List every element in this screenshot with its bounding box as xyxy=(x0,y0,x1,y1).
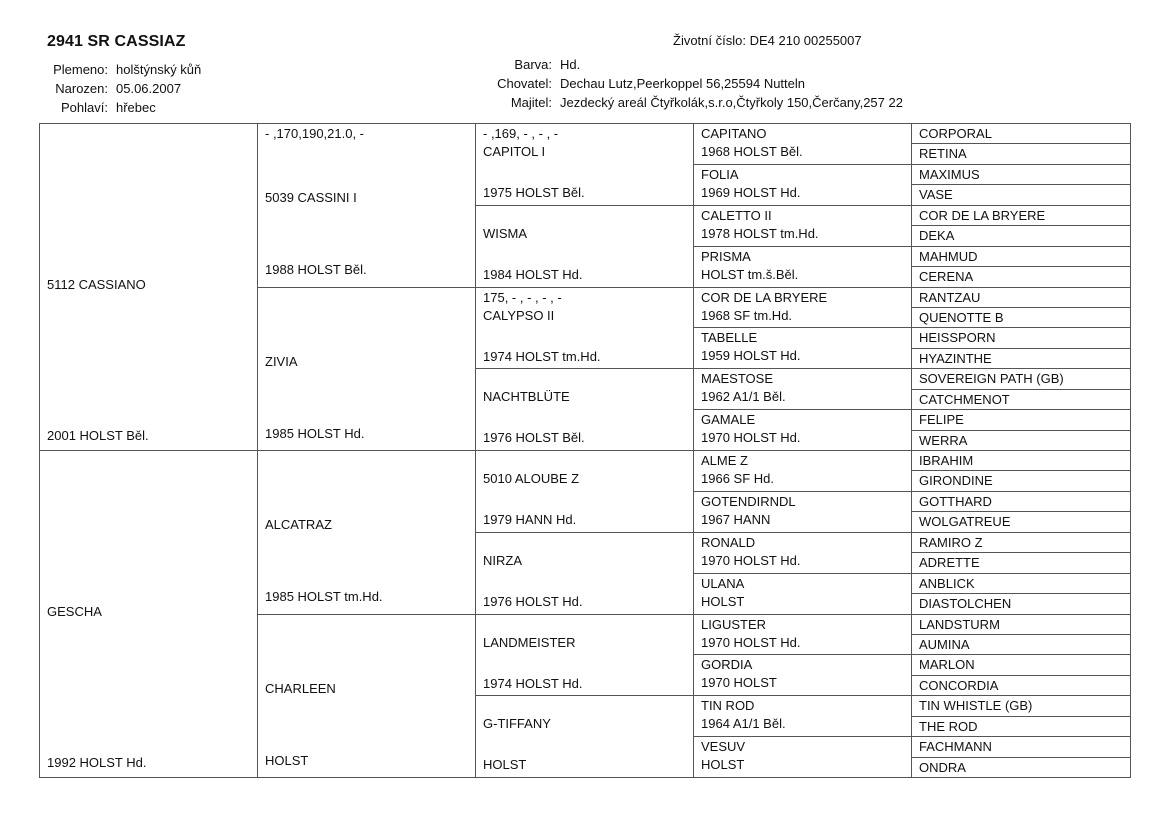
info-row-sex xyxy=(40,98,201,117)
ancestor-info: 1968 SF tm.Hd. xyxy=(701,308,793,323)
ancestor-name: ONDRA xyxy=(919,760,966,775)
ancestor-name: DEKA xyxy=(919,228,955,243)
ancestor-name: CORPORAL xyxy=(919,126,992,141)
ancestor-name: MAESTOSE xyxy=(701,371,774,386)
ancestor-name: QUENOTTE B xyxy=(919,310,1004,325)
pedigree-cell-gen3 xyxy=(475,614,694,696)
ancestor-name: CALETTO II xyxy=(701,208,772,223)
ancestor-name: MAHMUD xyxy=(919,249,978,264)
ancestor-info: 1978 HOLST tm.Hd. xyxy=(701,226,819,241)
info-label: Pohlaví: xyxy=(61,100,108,115)
ancestor-name: ALCATRAZ xyxy=(265,516,332,532)
pedigree-cell-gen5 xyxy=(911,266,1131,288)
info-row-color xyxy=(484,55,903,74)
pedigree-cell-gen5 xyxy=(911,368,1131,390)
pedigree-cell-gen5 xyxy=(911,491,1131,512)
pedigree-cell-gen4 xyxy=(693,573,912,615)
pedigree-cell-gen5 xyxy=(911,123,1131,144)
info-row-owner xyxy=(484,93,903,112)
pedigree-cell-gen4 xyxy=(693,123,912,165)
ancestor-name: RANTZAU xyxy=(919,290,981,305)
pedigree-cell-gen2 xyxy=(257,287,476,451)
ancestor-info: 1962 A1/1 Běl. xyxy=(701,389,786,404)
pedigree-cell-gen5 xyxy=(911,614,1131,635)
ancestor-name: CAPITANO xyxy=(701,126,767,141)
pedigree-cell-gen4 xyxy=(693,532,912,574)
ancestor-name: FELIPE xyxy=(919,412,964,427)
ancestor-info: 1970 HOLST Hd. xyxy=(701,430,801,445)
ancestor-name: CERENA xyxy=(919,269,974,284)
pedigree-cell-gen5 xyxy=(911,143,1131,165)
ancestor-info: 1975 HOLST Běl. xyxy=(483,184,585,200)
ancestor-name: ALME Z xyxy=(701,453,748,468)
pedigree-cell-gen4 xyxy=(693,409,912,451)
ancestor-name: GORDIA xyxy=(701,657,753,672)
pedigree-cell-gen2 xyxy=(257,450,476,615)
pedigree-cell-gen3 xyxy=(475,532,694,615)
pedigree-cell-gen5 xyxy=(911,593,1131,615)
pedigree-cell-gen4 xyxy=(693,614,912,655)
pedigree-cell-gen4 xyxy=(693,205,912,247)
ancestor-info: 1964 A1/1 Běl. xyxy=(701,716,786,731)
pedigree-cell-gen5 xyxy=(911,246,1131,267)
ancestor-info: HOLST xyxy=(701,757,745,772)
ancestor-name: 5010 ALOUBE Z xyxy=(483,471,580,486)
info-value: hřebec xyxy=(116,100,156,115)
ancestor-measurements: - ,170,190,21.0, - xyxy=(265,126,365,141)
info-label: Narozen: xyxy=(55,81,108,96)
pedigree-cell-gen5 xyxy=(911,164,1131,185)
pedigree-cell-gen5 xyxy=(911,205,1131,226)
ancestor-name: ANBLICK xyxy=(919,576,975,591)
info-row-breed xyxy=(40,60,201,79)
ancestor-name: MAXIMUS xyxy=(919,167,980,182)
pedigree-cell-gen1 xyxy=(39,450,258,778)
ancestor-info: HOLST xyxy=(701,594,745,609)
pedigree-cell-gen4 xyxy=(693,695,912,737)
ancestor-name: COR DE LA BRYERE xyxy=(701,290,828,305)
ancestor-name: G-TIFFANY xyxy=(483,716,551,731)
ancestor-name: VESUV xyxy=(701,739,746,754)
ancestor-name: HEISSPORN xyxy=(919,330,996,345)
pedigree-cell-gen4 xyxy=(693,654,912,696)
pedigree-cell-gen3 xyxy=(475,205,694,288)
pedigree-cell-gen5 xyxy=(911,716,1131,737)
ancestor-info: 1979 HANN Hd. xyxy=(483,511,577,527)
ancestor-info: HOLST xyxy=(265,752,309,768)
ancestor-info: 1974 HOLST tm.Hd. xyxy=(483,348,601,364)
pedigree-cell-gen5 xyxy=(911,532,1131,553)
ancestor-name: ULANA xyxy=(701,576,745,591)
ancestor-info: HOLST xyxy=(483,756,527,772)
pedigree-cell-gen5 xyxy=(911,695,1131,717)
pedigree-cell-gen5 xyxy=(911,409,1131,431)
pedigree-cell-gen2 xyxy=(257,123,476,288)
ancestor-name: GIRONDINE xyxy=(919,473,993,488)
pedigree-cell-gen5 xyxy=(911,430,1131,451)
ancestor-info: 1969 HOLST Hd. xyxy=(701,185,801,200)
ancestor-info: 1959 HOLST Hd. xyxy=(701,348,801,363)
pedigree-cell-gen5 xyxy=(911,287,1131,308)
ancestor-info: 1974 HOLST Hd. xyxy=(483,675,583,691)
ancestor-name: RAMIRO Z xyxy=(919,535,983,550)
ancestor-info: 1970 HOLST xyxy=(701,675,777,690)
ancestor-name: NIRZA xyxy=(483,553,522,568)
pedigree-cell-gen5 xyxy=(911,675,1131,696)
pedigree-cell-gen3 xyxy=(475,123,694,206)
pedigree-cell-gen3 xyxy=(475,368,694,451)
ancestor-info: 1970 HOLST Hd. xyxy=(701,553,801,568)
info-label: Barva: xyxy=(514,57,552,72)
pedigree-cell-gen5 xyxy=(911,184,1131,206)
ancestor-name: CHARLEEN xyxy=(265,680,336,696)
info-value: Dechau Lutz,Peerkoppel 56,25594 Nutteln xyxy=(560,76,806,91)
ancestor-name: CATCHMENOT xyxy=(919,392,1010,407)
ancestor-name: COR DE LA BRYERE xyxy=(919,208,1046,223)
ancestor-name: LIGUSTER xyxy=(701,617,767,632)
ancestor-name: RONALD xyxy=(701,535,756,550)
pedigree-cell-gen5 xyxy=(911,654,1131,676)
ancestor-name: IBRAHIM xyxy=(919,453,974,468)
pedigree-cell-gen5 xyxy=(911,573,1131,594)
basic-info xyxy=(40,60,201,117)
ancestor-name: MARLON xyxy=(919,657,975,672)
ancestor-info: 1970 HOLST Hd. xyxy=(701,635,801,650)
ancestor-name: HYAZINTHE xyxy=(919,351,992,366)
ancestor-name: 5112 CASSIANO xyxy=(47,276,146,292)
ancestor-name: THE ROD xyxy=(919,719,978,734)
info-value: Jezdecký areál Čtyřkolák,s.r.o,Čtyřkoly 150,Čerčany,257 22 xyxy=(560,95,903,110)
pedigree-cell-gen4 xyxy=(693,246,912,288)
pedigree-cell-gen5 xyxy=(911,634,1131,655)
info-value: 05.06.2007 xyxy=(116,81,182,96)
pedigree-cell-gen4 xyxy=(693,491,912,533)
pedigree-cell-gen5 xyxy=(911,552,1131,574)
pedigree-cell-gen4 xyxy=(693,327,912,369)
pedigree-cell-gen4 xyxy=(693,450,912,492)
pedigree-cell-gen5 xyxy=(911,307,1131,328)
ancestor-name: FACHMANN xyxy=(919,739,992,754)
ancestor-info: 1988 HOLST Běl. xyxy=(265,261,367,277)
ancestor-name: DIASTOLCHEN xyxy=(919,596,1012,611)
info-row-breeder xyxy=(484,74,903,93)
pedigree-cell-gen5 xyxy=(911,348,1131,369)
ancestor-info: 1992 HOLST Hd. xyxy=(47,755,147,770)
ancestor-name: SOVEREIGN PATH (GB) xyxy=(919,371,1064,386)
info-value: holštýnský kůň xyxy=(116,62,202,77)
owner-info xyxy=(484,55,903,112)
ancestor-name: WISMA xyxy=(483,226,528,241)
info-label: Plemeno: xyxy=(53,62,108,77)
ancestor-name: LANDSTURM xyxy=(919,617,1000,632)
ancestor-name: PRISMA xyxy=(701,249,751,264)
ancestor-measurements: - ,169, - , - , - xyxy=(483,126,559,141)
ancestor-info: 1968 HOLST Běl. xyxy=(701,144,803,159)
pedigree-cell-gen5 xyxy=(911,450,1131,471)
ancestor-info: 2001 HOLST Běl. xyxy=(47,428,149,443)
info-label: Chovatel: xyxy=(497,76,552,91)
life-number: Životní číslo: DE4 210 00255007 xyxy=(673,33,862,48)
ancestor-name: GOTENDIRNDL xyxy=(701,494,796,509)
ancestor-info: HOLST tm.š.Běl. xyxy=(701,267,799,282)
ancestor-name: TABELLE xyxy=(701,330,758,345)
ancestor-name: WOLGATREUE xyxy=(919,514,1011,529)
pedigree-cell-gen5 xyxy=(911,757,1131,778)
ancestor-info: 1985 HOLST Hd. xyxy=(265,425,365,441)
pedigree-cell-gen3 xyxy=(475,695,694,778)
pedigree-cell-gen3 xyxy=(475,287,694,369)
info-value: Hd. xyxy=(560,57,581,72)
ancestor-info: 1966 SF Hd. xyxy=(701,471,774,486)
pedigree-cell-gen2 xyxy=(257,614,476,778)
ancestor-name: GOTTHARD xyxy=(919,494,992,509)
ancestor-name: CALYPSO II xyxy=(483,308,555,323)
info-row-born xyxy=(40,79,201,98)
ancestor-name: VASE xyxy=(919,187,953,202)
pedigree-cell-gen4 xyxy=(693,164,912,206)
pedigree-cell-gen5 xyxy=(911,389,1131,410)
ancestor-name: AUMINA xyxy=(919,637,970,652)
pedigree-cell-gen4 xyxy=(693,368,912,410)
ancestor-name: LANDMEISTER xyxy=(483,635,576,650)
pedigree-cell-gen5 xyxy=(911,511,1131,533)
ancestor-name: ADRETTE xyxy=(919,555,980,570)
pedigree-cell-gen1 xyxy=(39,123,258,451)
pedigree-table xyxy=(39,123,1130,777)
pedigree-cell-gen5 xyxy=(911,225,1131,247)
pedigree-cell-gen5 xyxy=(911,470,1131,492)
ancestor-name: 5039 CASSINI I xyxy=(265,189,357,205)
ancestor-name: NACHTBLÜTE xyxy=(483,389,570,404)
ancestor-measurements: 175, - , - , - , - xyxy=(483,290,562,305)
ancestor-info: 1985 HOLST tm.Hd. xyxy=(265,588,383,604)
ancestor-name: RETINA xyxy=(919,146,967,161)
info-label: Majitel: xyxy=(510,95,552,110)
ancestor-name: WERRA xyxy=(919,433,968,448)
ancestor-name: CAPITOL I xyxy=(483,144,546,159)
ancestor-info: 1976 HOLST Běl. xyxy=(483,429,585,445)
pedigree-cell-gen5 xyxy=(911,736,1131,758)
pedigree-cell-gen4 xyxy=(693,287,912,328)
ancestor-info: 1976 HOLST Hd. xyxy=(483,593,583,609)
ancestor-info: 1984 HOLST Hd. xyxy=(483,266,583,282)
ancestor-name: ZIVIA xyxy=(265,353,298,369)
ancestor-name: CONCORDIA xyxy=(919,678,999,693)
horse-title: 2941 SR CASSIAZ xyxy=(47,33,186,50)
ancestor-name: GESCHA xyxy=(47,603,102,619)
ancestor-info: 1967 HANN xyxy=(701,512,771,527)
pedigree-cell-gen3 xyxy=(475,450,694,533)
ancestor-name: FOLIA xyxy=(701,167,739,182)
pedigree-cell-gen5 xyxy=(911,327,1131,349)
ancestor-name: TIN WHISTLE (GB) xyxy=(919,698,1033,713)
ancestor-name: GAMALE xyxy=(701,412,756,427)
pedigree-cell-gen4 xyxy=(693,736,912,778)
ancestor-name: TIN ROD xyxy=(701,698,755,713)
